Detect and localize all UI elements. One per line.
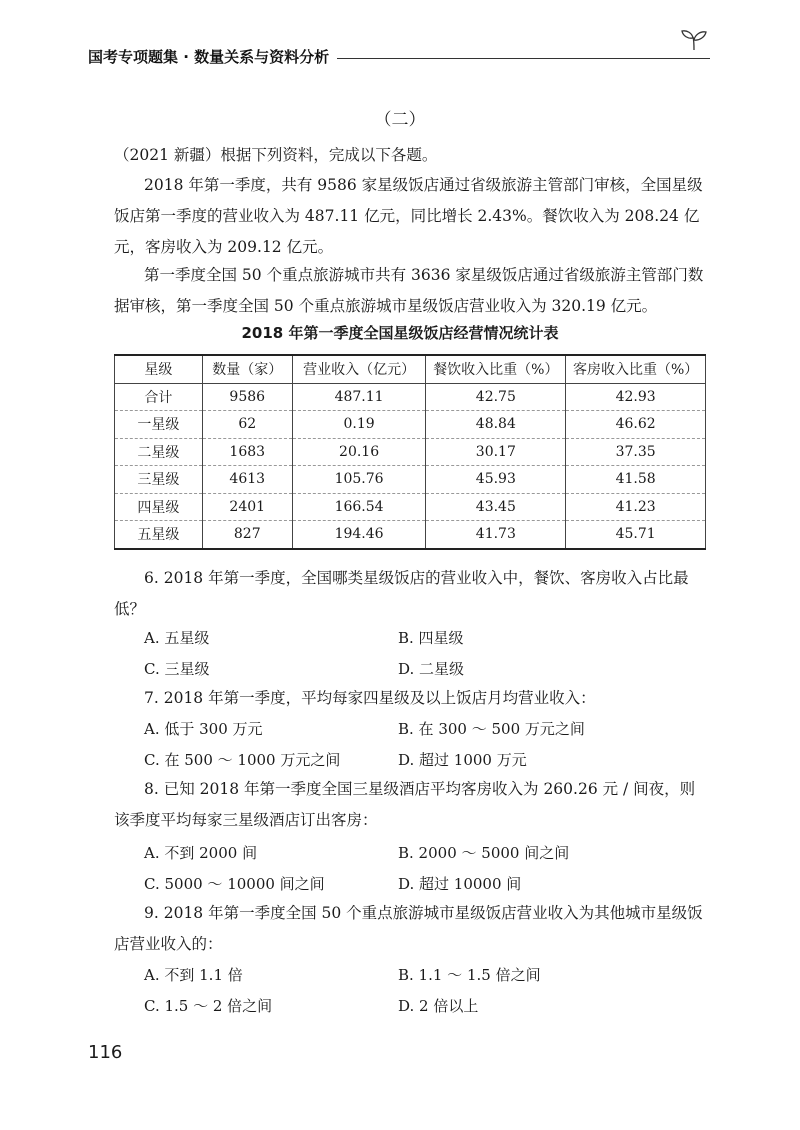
table-cell: 1683 [202,438,292,466]
option-6a[interactable]: A. 五星级 [144,629,210,647]
table-cell: 二星级 [115,438,203,466]
option-8d[interactable]: D. 超过 10000 间 [398,875,522,893]
table-cell: 42.93 [566,383,706,411]
table-cell: 37.35 [566,438,706,466]
table-cell: 30.17 [426,438,566,466]
option-6c[interactable]: C. 三星级 [144,660,210,678]
column-header: 数量（家） [202,355,292,383]
table-cell: 20.16 [292,438,426,466]
option-9b[interactable]: B. 1.1 ～ 1.5 倍之间 [398,966,541,984]
table-cell: 105.76 [292,466,426,494]
option-7a[interactable]: A. 低于 300 万元 [144,720,263,738]
table-cell: 487.11 [292,383,426,411]
table-row [115,521,706,549]
material-paragraph-1: 2018 年第一季度，共有 9586 家星级饭店通过省级旅游主管部门审核，全国星级饭店第一季度的营业收入为 487.11 亿元，同比增长 2.43%。餐饮收入为 208.24 亿元，客房收入为 209.12 亿元。 [114,176,703,256]
option-7d[interactable]: D. 超过 1000 万元 [398,751,527,769]
table-header-row [115,355,706,383]
table-cell: 46.62 [566,411,706,439]
table-cell: 五星级 [115,521,203,549]
table-cell: 41.58 [566,466,706,494]
question-6: 6. 2018 年第一季度，全国哪类星级饭店的营业收入中，餐饮、客房收入占比最低？ [114,569,689,618]
option-9a[interactable]: A. 不到 1.1 倍 [144,966,243,984]
table-cell: 48.84 [426,411,566,439]
column-header: 营业收入（亿元） [292,355,426,383]
page-number: 116 [88,1042,123,1063]
header-title: 国考专项题集 · 数量关系与资料分析 [88,47,330,66]
table-row [115,466,706,494]
table-cell: 45.71 [566,521,706,549]
table-cell: 一星级 [115,411,203,439]
table-cell: 合计 [115,383,203,411]
column-header: 客房收入比重（%） [566,355,706,383]
table-cell: 0.19 [292,411,426,439]
table-cell: 41.23 [566,493,706,521]
option-7b[interactable]: B. 在 300 ～ 500 万元之间 [398,720,585,738]
table-cell: 42.75 [426,383,566,411]
table-cell: 45.93 [426,466,566,494]
option-6b[interactable]: B. 四星级 [398,629,464,647]
table-cell: 4613 [202,466,292,494]
table-cell: 43.45 [426,493,566,521]
material-paragraph-2: 第一季度全国 50 个重点旅游城市共有 3636 家星级饭店通过省级旅游主管部门数据审核，第一季度全国 50 个重点旅游城市星级饭店营业收入为 320.19 亿元。 [114,266,704,315]
table-cell: 827 [202,521,292,549]
hotel-stats-table [114,354,706,550]
table-cell: 四星级 [115,493,203,521]
table-cell: 194.46 [292,521,426,549]
table-row [115,438,706,466]
option-6d[interactable]: D. 二星级 [398,660,465,678]
table-cell: 166.54 [292,493,426,521]
table-title: 2018 年第一季度全国星级饭店经营情况统计表 [241,324,559,342]
option-8c[interactable]: C. 5000 ～ 10000 间之间 [144,875,325,893]
intro-text: （2021 新疆）根据下列资料，完成以下各题。 [114,146,438,164]
question-9: 9. 2018 年第一季度全国 50 个重点旅游城市星级饭店营业收入为其他城市星级饭店营业收入的： [114,904,703,953]
running-header [88,44,710,68]
table-cell: 2401 [202,493,292,521]
column-header: 餐饮收入比重（%） [426,355,566,383]
section-title: （二） [374,110,426,130]
table-row [115,383,706,411]
table-cell: 41.73 [426,521,566,549]
table-row [115,493,706,521]
column-header: 星级 [115,355,203,383]
option-8a[interactable]: A. 不到 2000 间 [144,844,258,862]
question-7: 7. 2018 年第一季度，平均每家四星级及以上饭店月均营业收入： [144,689,596,707]
table-cell: 62 [202,411,292,439]
option-9d[interactable]: D. 2 倍以上 [398,997,479,1015]
table-row [115,411,706,439]
option-9c[interactable]: C. 1.5 ～ 2 倍之间 [144,997,273,1015]
table-cell: 9586 [202,383,292,411]
option-8b[interactable]: B. 2000 ～ 5000 间之间 [398,844,570,862]
question-8: 8. 已知 2018 年第一季度全国三星级酒店平均客房收入为 260.26 元 / 间夜，则该季度平均每家三星级酒店订出客房： [114,780,696,829]
header-rule [337,58,710,59]
table-cell: 三星级 [115,466,203,494]
sprout-icon [680,28,708,52]
option-7c[interactable]: C. 在 500 ～ 1000 万元之间 [144,751,341,769]
